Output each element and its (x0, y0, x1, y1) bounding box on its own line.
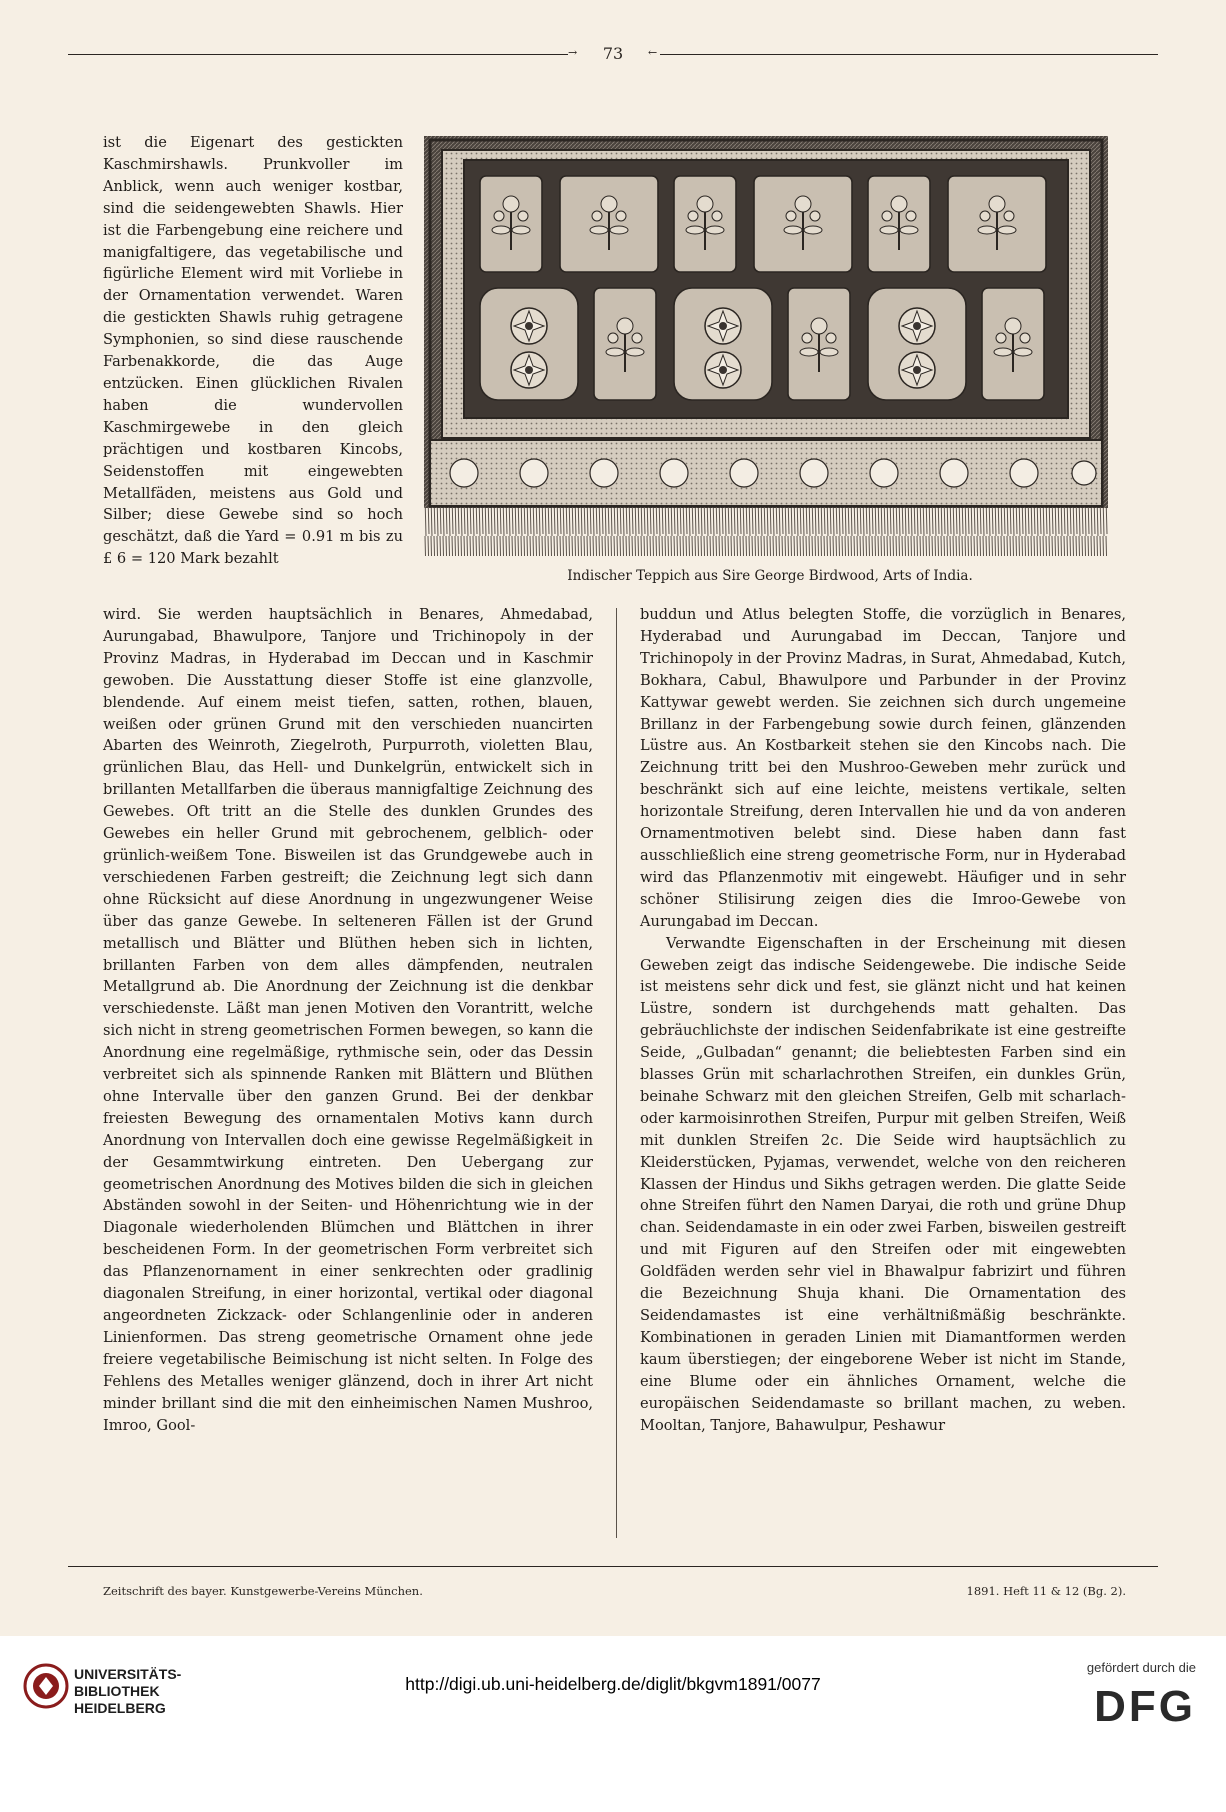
source-url[interactable]: http://digi.ub.uni-heidelberg.de/diglit/bkgvm1891/0077 (405, 1674, 821, 1694)
page-number: 73 (602, 44, 624, 63)
paragraph: Verwandte Eigenschaften in der Erscheinung mit diesen Geweben zeigt das indische Seidengewebe. Die indische Seide ist meistens sehr dick und fest, sie glänzt nicht und hat keinen Lüstre, sondern ist durchgehends matt gehalten. Das gebräuchlichste der indischen Seidenfabrikate ist eine gestreifte Seide, „Gulbadan“ genannt; die beliebtesten Farben sind ein blasses Grün mit scharlachrothen Streifen, ein dunkles Grün, beinahe Schwarz mit den gleichen Streifen, Gelb mit scharlach- oder karmoisinrothen Streifen, Purpur mit gelben Streifen, Weiß mit dunklen Streifen 2c. Die Seide wird hauptsächlich zu Kleiderstücken, Pyjamas, verwendet, welche von den reicheren Klassen der Hindus und Sikhs getragen werden. Die glatte Seide ohne Streifen führt den Namen Daryai, die roth und grüne Dhup chan. Seidendamaste in ein oder zwei Farben, bisweilen gestreift und mit Figuren auf den Streifen oder mit eingewebten Goldfäden werden sehr viel in Bhawalpur fabrizirt und führen die Bezeichnung Shuja khani. Die Ornamentation des Seidendamastes ist eine verhältnißmäßig beschränkte. Kombinationen in geraden Linien mit Diamantformen werden kaum überstiegen; der eingeborene Weber ist nicht im Stande, eine Blume oder ein ähnliches Ornament, welche die europäischen Seidendamaste so brillant machen, zu weben. Mooltan, Tanjore, Bahawulpur, Peshawur (640, 934, 1126, 1434)
paragraph: ist die Eigenart des gestickten Kaschmirshawls. Prunkvoller im Anblick, wenn auch weniger kostbar, sind die seidengewebten Shawls. Hier ist die Farbengebung eine reichere und manigfaltigere, das vegetabilische und figürliche Element wird mit Vorliebe in der Ornamentation verwendet. Waren die gestickten Shawls ruhig getragene Symphonien, so sind diese rauschende Farbenakkorde, die das Auge entzücken. Einen glücklichen Rivalen haben die wundervollen Kaschmirgewebe in den gleich prächtigen und kostbaren Kincobs, Seidenstoffen mit eingewebten Metallfäden, meistens aus Gold und Silber; diese Gewebe sind so hoch geschätzt, daß die Yard = 0.91 m bis zu £ 6 = 120 Mark bezahlt (103, 134, 403, 568)
text-column-right (640, 604, 1126, 1436)
dfg-logo: DFG (1094, 1682, 1196, 1731)
header-rule-right (660, 54, 1158, 55)
header-rule-left (68, 54, 568, 55)
header-ornament-right: ← (648, 46, 658, 59)
text-column-top-left (103, 132, 403, 570)
text-column-left (103, 604, 593, 1436)
paragraph: buddun und Atlus belegten Stoffe, die vorzüglich in Benares, Hyderabad und Aurungabad im Deccan, Tanjore und Trichinopoly in der Provinz Madras, in Surat, Ahmedabad, Kutch, Bokhara, Cabul, Bhawulpore und Parbunder in der Provinz Kattywar gewebt werden. Sie zeichnen sich durch ungemeine Brillanz in der Farbengebung sowie durch feinen, glänzenden Lüstre aus. An Kostbarkeit stehen sie den Kincobs nach. Die Zeichnung tritt bei den Mushroo-Geweben mehr zurück und beschränkt sich auf eine leichte, meistens vertikale, selten horizontale Streifung, deren Intervallen hie und da von anderen Ornamentmotiven belebt sind. Diese haben dann fast ausschließlich eine streng geometrische Form, nur in Hyderabad wird das Pflanzenmotiv mit eingewebt. Häufiger und in sehr schöner Stilisirung zeigen dies die Imroo-Gewebe von Aurungabad im Deccan. (640, 606, 1126, 930)
paragraph: wird. Sie werden hauptsächlich in Benares, Ahmedabad, Aurungabad, Bhawulpore, Tanjore und Trichinopoly in der Provinz Madras, in Hyderabad im Deccan und in Kaschmir gewoben. Die Ausstattung dieser Stoffe ist eine glanzvolle, blendende. Auf einem meist tiefen, satten, rothen, blauen, weißen oder grünen Grund mit den verschieden nuancirten Abarten des Weinroth, Ziegelroth, Purpurroth, violetten Blau, grünlichen Blau, das Hell- und Dunkelgrün, entwickelt sich in brillanten Metallfarben die überaus mannigfaltige Zeichnung des Gewebes. Oft tritt an die Stelle des dunklen Grundes des Gewebes ein heller Grund mit gebrochenem, gelblich- oder grünlich-weißem Tone. Bisweilen ist das Grundgewebe auch in verschiedenen Farben gestreift; die Zeichnung legt sich dann ohne Rücksicht auf diese Anordnung in ungezwungener Weise über das ganze Gewebe. In selteneren Fällen ist der Grund metallisch und Blätter und Blüthen heben sich in lichten, brillanten Farben von dem alles dämpfenden, neutralen Metallgrund ab. Die Anordnung der Zeichnung ist die denkbar verschiedenste. Läßt man jenen Motiven den Vorantritt, welche sich nicht in streng geometrischen Formen bewegen, so kann die Anordnung eine regelmäßige, rythmische sein, oder das Dessin verbreitet sich als spinnende Ranken mit Blättern und Blüthen ohne Intervalle über den ganzen Grund. Bei der denkbar freiesten Bewegung des ornamentalen Motivs kann durch Anordnung von Intervallen doch eine gewisse Regelmäßigkeit in der Gesammtwirkung eintreten. Den Uebergang zur geometrischen Anordnung des Motives bilden die sich in gleichen Abständen sowohl in der Seiten- und Höhenrichtung wie in der Diagonale wiederholenden Blümchen und Blättchen in ihrer bescheidenen Form. In der geometrischen Form verbreitet sich das Pflanzenornament in einer senkrechten oder gradlinig diagonalen Streifung, in einer horizontal, vertikal oder diagonal angeordneten Zickzack- oder Schlangenlinie oder in anderen Linienformen. Das streng geometrische Ornament ohne jede freiere vegetabilische Beimischung ist nicht selten. In Folge des Fehlens des Metalles weniger glänzend, doch in ihrer Art nicht minder brillant sind die mit den einheimischen Namen Mushroo, Imroo, Gool- (103, 606, 593, 1434)
header-ornament-left: → (568, 46, 578, 59)
carpet-illustration (424, 136, 1108, 556)
journal-footer: Zeitschrift des bayer. Kunstgewerbe-Vereins München. (103, 1584, 423, 1598)
logo-line: UNIVERSITÄTS- (74, 1666, 182, 1682)
issue-footer: 1891. Heft 11 & 12 (Bg. 2). (966, 1584, 1126, 1598)
viewer-footer-bar (0, 1636, 1226, 1812)
figure-caption: Indischer Teppich aus Sire George Birdwood, Arts of India. (567, 568, 973, 584)
footer-rule (68, 1566, 1158, 1567)
logo-line: BIBLIOTHEK (74, 1683, 160, 1699)
logo-line: HEIDELBERG (74, 1700, 166, 1716)
funded-by-label: gefördert durch die (1086, 1660, 1196, 1675)
column-divider (616, 608, 617, 1538)
